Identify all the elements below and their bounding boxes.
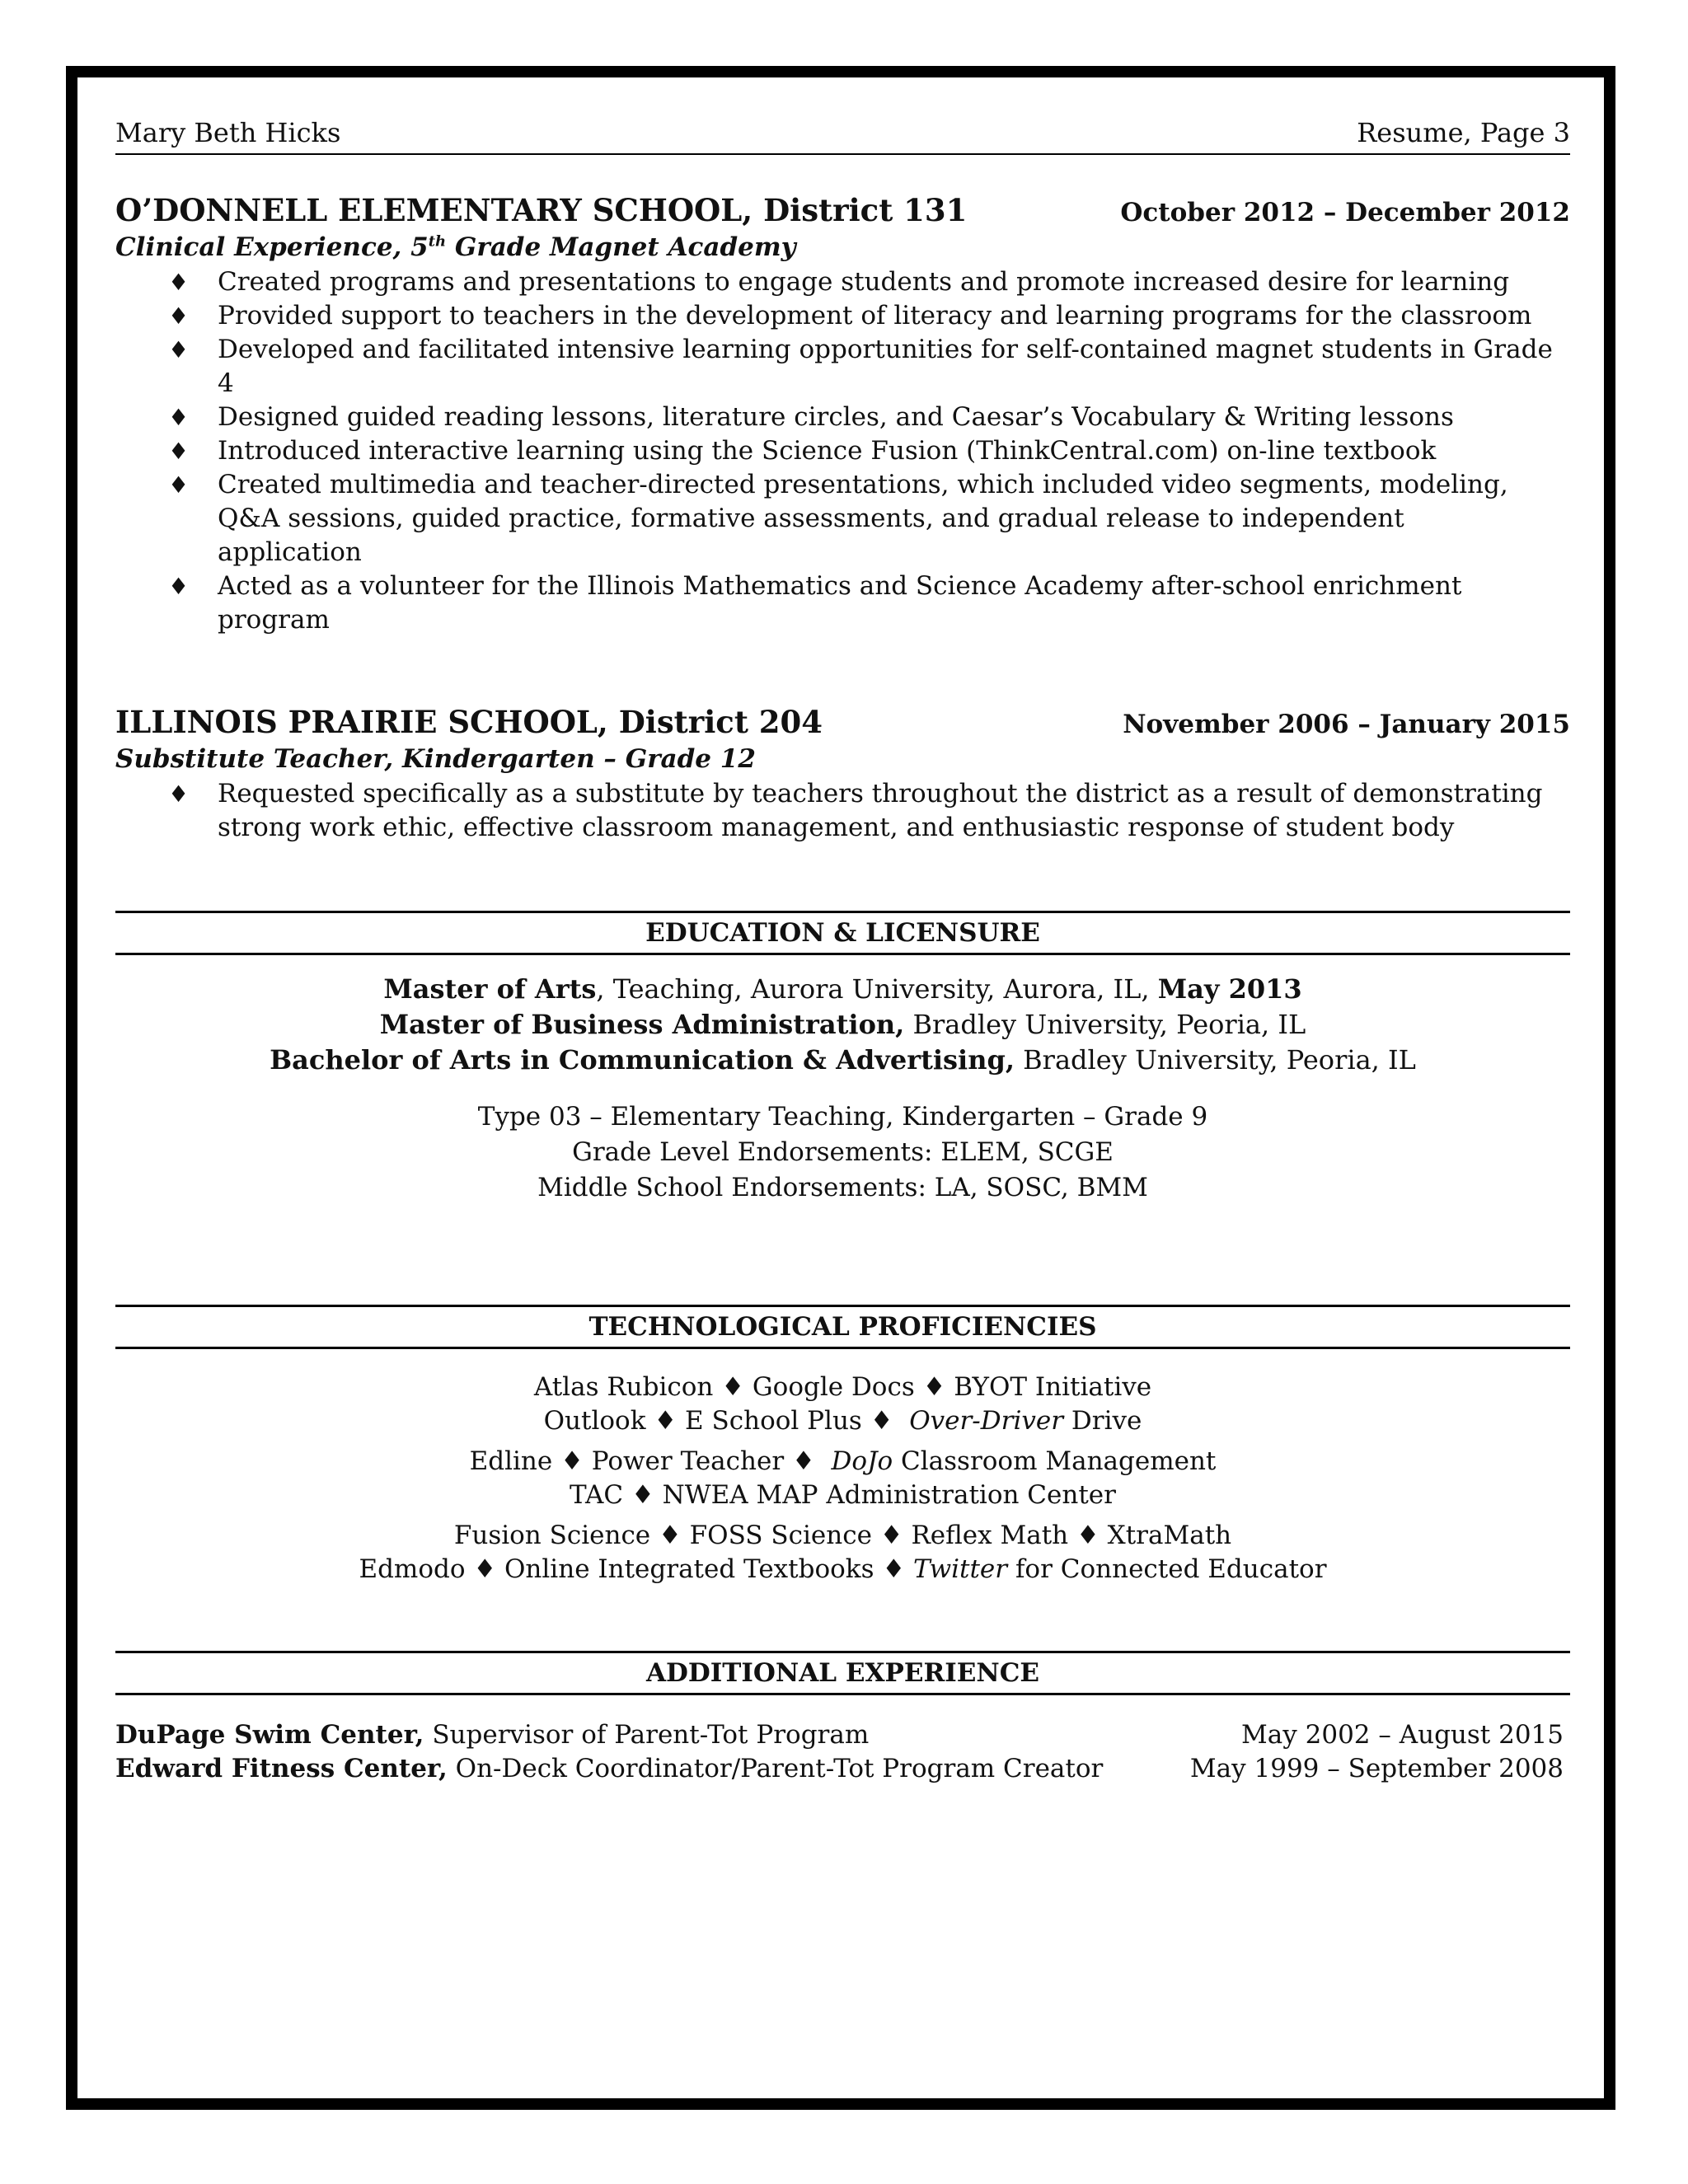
bullet-text: Created multimedia and teacher-directed presentations, which included video segments, modeling, Q&A sessions, guided practice, formative assessments, and gradual release to independent application xyxy=(218,470,1508,567)
degree-line xyxy=(115,1007,1570,1043)
tech-block xyxy=(115,1371,1570,1586)
job-illinois-prairie xyxy=(115,703,1570,845)
bullet-text: Developed and facilitated intensive learning opportunities for self-contained magnet students in Grade 4 xyxy=(218,335,1553,398)
license-line: Middle School Endorsements: LA, SOSC, BMM xyxy=(537,1173,1148,1202)
diamond-bullet-icon: ♦ xyxy=(168,269,190,296)
role-text-suffix: Grade Magnet Academy xyxy=(446,232,796,262)
list-item xyxy=(115,434,1570,468)
degree-detail: Bradley University, Peoria, IL xyxy=(904,1009,1306,1040)
org-role: Supervisor of Parent-Tot Program xyxy=(424,1720,870,1750)
degree-date: May 2013 xyxy=(1157,973,1302,1005)
licenses-block xyxy=(115,1099,1570,1206)
diamond-separator-icon: ♦ xyxy=(721,1372,745,1402)
job-dates: November 2006 – January 2015 xyxy=(1123,710,1570,739)
degree-detail: Bradley University, Peoria, IL xyxy=(1014,1044,1416,1076)
diamond-separator-icon: ♦ xyxy=(882,1554,906,1584)
diamond-separator-icon: ♦ xyxy=(1076,1521,1100,1550)
diamond-separator-icon: ♦ xyxy=(792,1446,815,1476)
role-text: Clinical Experience, 5 xyxy=(115,232,429,262)
tech-item: for Connected Educator xyxy=(1007,1554,1327,1584)
diamond-separator-icon: ♦ xyxy=(870,1406,893,1436)
tech-line xyxy=(115,1553,1570,1586)
additional-item xyxy=(115,1752,1570,1786)
tech-item: Classroom Management xyxy=(893,1446,1217,1476)
diamond-bullet-icon: ♦ xyxy=(168,336,190,363)
bullet-text: Designed guided reading lessons, literature circles, and Caesar’s Vocabulary & Writing lessons xyxy=(218,402,1454,432)
tech-item: Atlas Rubicon xyxy=(533,1372,714,1402)
bullet-text: Acted as a volunteer for the Illinois Mathematics and Science Academy after-school enrichment program xyxy=(218,571,1462,635)
tech-item: Edline xyxy=(469,1446,553,1476)
job-heading xyxy=(115,703,1570,743)
section-heading-additional: ADDITIONAL EXPERIENCE xyxy=(115,1651,1570,1695)
tech-item: Power Teacher xyxy=(591,1446,785,1476)
bullet-text: Requested specifically as a substitute by teachers throughout the district as a result of demonstrating strong work ethic, effective classroom management, and enthusiastic response of student body xyxy=(218,779,1543,842)
employer-name: O’DONNELL ELEMENTARY SCHOOL, District 131 xyxy=(115,192,968,228)
job-bullets xyxy=(115,777,1570,845)
diamond-bullet-icon: ♦ xyxy=(168,780,190,808)
job-heading xyxy=(115,191,1570,232)
tech-item-italic: Twitter xyxy=(913,1554,1008,1584)
tech-item: Reflex Math xyxy=(911,1521,1069,1550)
diamond-separator-icon: ♦ xyxy=(879,1521,903,1550)
tech-item: Fusion Science xyxy=(453,1521,651,1550)
additional-org-role xyxy=(115,1752,1103,1786)
diamond-separator-icon: ♦ xyxy=(922,1372,946,1402)
diamond-bullet-icon: ♦ xyxy=(168,573,190,600)
diamond-separator-icon: ♦ xyxy=(560,1446,584,1476)
role-superscript: th xyxy=(428,232,447,251)
tech-item: Google Docs xyxy=(752,1372,915,1402)
tech-item: E School Plus xyxy=(685,1406,862,1436)
tech-item-italic: DoJo xyxy=(831,1446,893,1476)
job-bullets xyxy=(115,265,1570,637)
resume-page xyxy=(115,117,1570,1786)
license-line: Type 03 – Elementary Teaching, Kindergarten – Grade 9 xyxy=(477,1102,1208,1132)
tech-item: NWEA MAP Administration Center xyxy=(662,1480,1116,1510)
job-role xyxy=(115,232,1570,264)
tech-item: XtraMath xyxy=(1107,1521,1232,1550)
org-role: On-Deck Coordinator/Parent-Tot Program Creator xyxy=(447,1754,1104,1783)
list-item xyxy=(115,299,1570,333)
bullet-text: Provided support to teachers in the development of literacy and learning programs for the classroom xyxy=(218,301,1532,330)
employer-name: ILLINOIS PRAIRIE SCHOOL, District 204 xyxy=(115,704,823,740)
section-heading-tech: TECHNOLOGICAL PROFICIENCIES xyxy=(115,1305,1570,1349)
list-item xyxy=(115,333,1570,401)
tech-line xyxy=(115,1404,1570,1438)
tech-line xyxy=(115,1371,1570,1404)
bullet-text: Introduced interactive learning using the Science Fusion (ThinkCentral.com) on-line textbook xyxy=(218,436,1437,466)
org-name: DuPage Swim Center, xyxy=(115,1720,424,1750)
list-item xyxy=(115,468,1570,569)
tech-item: Online Integrated Textbooks xyxy=(504,1554,874,1584)
tech-item: Edmodo xyxy=(359,1554,466,1584)
list-item xyxy=(115,569,1570,637)
job-dates: October 2012 – December 2012 xyxy=(1120,198,1570,227)
degree-detail: , Teaching, Aurora University, Aurora, IL, xyxy=(596,973,1158,1005)
diamond-bullet-icon: ♦ xyxy=(168,438,190,465)
tech-item: FOSS Science xyxy=(689,1521,872,1550)
additional-block xyxy=(115,1718,1570,1786)
degree-title: Master of Arts xyxy=(383,973,597,1005)
diamond-separator-icon: ♦ xyxy=(473,1554,497,1584)
tech-item: Outlook xyxy=(543,1406,646,1436)
diamond-bullet-icon: ♦ xyxy=(168,471,190,499)
job-role: Substitute Teacher, Kindergarten – Grade 12 xyxy=(115,744,756,774)
diamond-separator-icon: ♦ xyxy=(631,1480,654,1510)
additional-dates: May 2002 – August 2015 xyxy=(1241,1720,1564,1750)
degree-line xyxy=(115,1043,1570,1078)
tech-line xyxy=(115,1479,1570,1512)
tech-item: TAC xyxy=(570,1480,624,1510)
additional-org-role xyxy=(115,1718,869,1752)
list-item xyxy=(115,401,1570,434)
page-label: Resume, Page 3 xyxy=(1357,117,1570,148)
running-header xyxy=(115,117,1570,155)
diamond-separator-icon: ♦ xyxy=(659,1521,682,1550)
diamond-bullet-icon: ♦ xyxy=(168,404,190,431)
diamond-bullet-icon: ♦ xyxy=(168,302,190,330)
additional-item xyxy=(115,1718,1570,1752)
degrees-block xyxy=(115,972,1570,1078)
tech-line xyxy=(115,1519,1570,1553)
degree-title: Bachelor of Arts in Communication & Advertising, xyxy=(270,1044,1015,1076)
job-odonnell xyxy=(115,191,1570,637)
additional-dates: May 1999 – September 2008 xyxy=(1189,1754,1564,1783)
candidate-name: Mary Beth Hicks xyxy=(115,117,341,148)
tech-item: Drive xyxy=(1063,1406,1142,1436)
license-line: Grade Level Endorsements: ELEM, SCGE xyxy=(572,1137,1114,1167)
degree-title: Master of Business Administration, xyxy=(379,1009,905,1040)
diamond-separator-icon: ♦ xyxy=(654,1406,678,1436)
org-name: Edward Fitness Center, xyxy=(115,1754,448,1783)
bullet-text: Created programs and presentations to engage students and promote increased desire for learning xyxy=(218,267,1510,297)
section-heading-education: EDUCATION & LICENSURE xyxy=(115,911,1570,955)
list-item xyxy=(115,265,1570,299)
degree-line xyxy=(115,972,1570,1007)
tech-item: BYOT Initiative xyxy=(954,1372,1152,1402)
list-item xyxy=(115,777,1570,845)
tech-item-italic: Over-Driver xyxy=(909,1406,1064,1436)
tech-line xyxy=(115,1445,1570,1479)
